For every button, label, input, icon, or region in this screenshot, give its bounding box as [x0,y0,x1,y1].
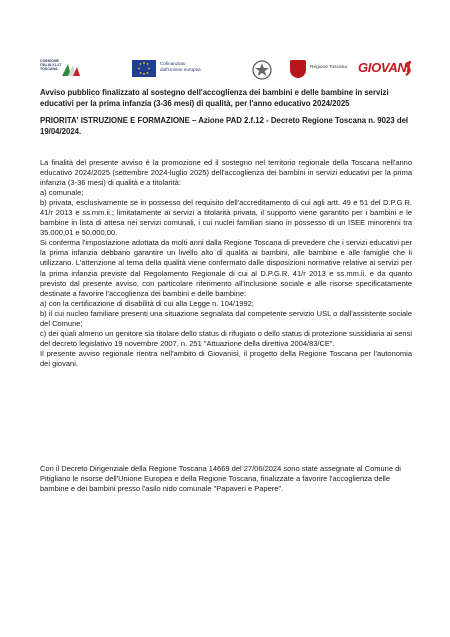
body-paragraph: a) con la certificazione di disabilità di cui alla Legge n. 104/1992; [40,298,254,308]
eu-logo-text: Cofinanziato dall'Unione europea [160,61,201,72]
body-paragraph: b) privata, esclusivamente se in possesso del requisito dell'accreditamento di cui agli artt. 49 e 51 del D.P.G.R. 41/r 2013 e ss.mm.ii.; limitatamente ai servizi a titolarità privata, il supporto viene garantito per i bambini e le bambine in lista di attesa nei servizi comunali, i cui nuclei familiari siano in possesso di un ISEE minorenni tra 35.000,01 e 50.000,00. [40,198,412,238]
notice-body [40,158,412,369]
giovanisi-si-mark-icon [404,61,414,77]
giovanisi-logo-text: GIOVANI [358,60,410,75]
toscana-logo-text: Regione Toscana [310,65,347,70]
priority-line: PRIORITA' ISTRUZIONE E FORMAZIONE – Azione PAD 2.f.12 - Decreto Regione Toscana n. 9023 del 19/04/2024. [40,116,409,136]
closing-text: Con il Decreto Dirigenziale della Regione Toscana 14669 del 27/06/2024 sono state assegnate al Comune di Pitigliano le risorse dell'Unione Europea e della Regione Toscana, finalizzate a favorire l'accoglienza delle bambine e dei bambini presso l'asilo nido comunale "Papaveri e Papere". [40,464,401,494]
logo-strip [40,58,412,82]
toscana-shield-icon [290,60,306,78]
closing-paragraph [40,464,412,495]
notice-title: Avviso pubblico finalizzato al sostegno dell'accoglienza dei bambini e delle bambine in servizi educativi per la prima infanzia (3-36 mesi) di qualità, per l'anno educativo 2024/2025 [40,88,389,108]
body-paragraph: c) dei quali almeno un genitore sia titolare dello status di rifugiato o dello status di protezione sussidiaria ai sensi del decreto legislativo 19 novembre 2007, n. 251 "Attuazione della direttiva 2004/83/CE". [40,328,412,348]
coesione-logo-text: COESIONE ITALIA 21-27 TOSCANA [40,59,62,71]
regione-toscana-logo [290,58,350,82]
italy-flag-icon [62,62,80,76]
italian-republic-emblem-icon [251,58,273,82]
eu-flag-icon [132,60,156,77]
eu-cofunded-logo [132,58,214,82]
body-paragraph: Si conferma l'impostazione adottata da molti anni dalla Regione Toscana di prevedere che i servizi educativi per la prima infanzia debbano garantire un livello alto di qualità ai bambini, alle bambine e alle famiglie che li utilizzano. L'attenzione al tema della qualità viene confermato dalle disposizioni normative relative ai servizi per la prima infanzia previste dal Regolamento Regionale di cui al D.P.G.R. 41/r 2013 e ss.mm.ii. e da quanto previsto dal presente avviso, con particolare riferimento all'inclusione sociale e alle risorse specificatamente destinate a favorire l'accoglienza dei bambini e delle bambine: [40,238,412,298]
giovanisi-logo [358,58,414,82]
body-paragraph: a) comunale; [40,188,84,198]
coesione-italia-logo [40,58,82,82]
body-paragraph: Il presente avviso regionale rientra nell'ambito di Giovanisì, il progetto della Regione Toscana per l'autonomia dei giovani. [40,348,412,368]
body-paragraph: La finalità del presente avviso è la promozione ed il sostegno nel territorio regionale della Toscana nell'anno educativo 2024/2025 (settembre 2024-luglio 2025) dell'accoglienza dei bambini in servizi educativi per la prima infanzia (3-36 mesi) di qualità e a titolarità: [40,158,412,188]
body-paragraph: b) il cui nucleo familiare presenti una situazione segnalata dal competente servizio USL o dall'assistente sociale del Comune; [40,308,412,328]
